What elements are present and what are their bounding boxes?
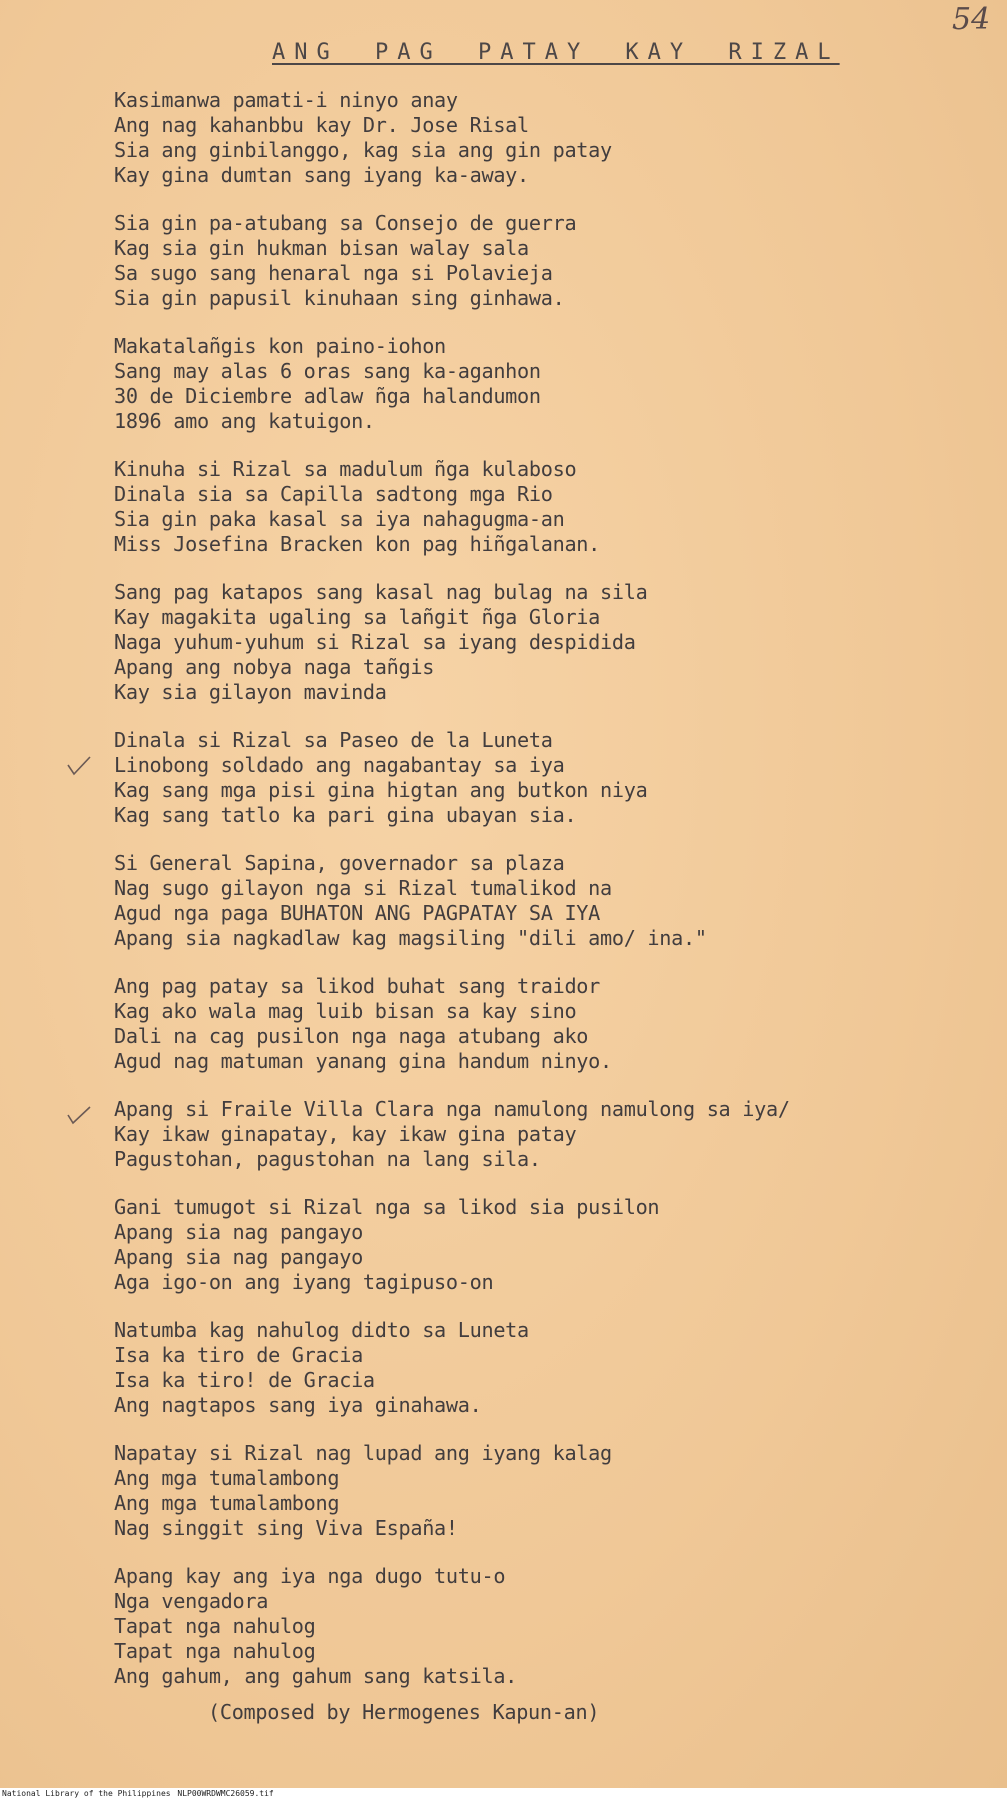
poem-line: 30 de Diciembre adlaw ñga halandumon [114,384,541,408]
poem-line: Apang sia nag pangayo [114,1245,363,1269]
stanza [114,580,974,705]
poem-line: Apang kay ang iya nga dugo tutu-o [114,1564,506,1588]
poem-line: Apang sia nag pangayo [114,1220,363,1244]
poem-line: Ang pag patay sa likod buhat sang traidor [114,974,601,998]
poem-line: Apang sia nagkadlaw kag magsiling "dili amo/ ina." [114,926,707,950]
poem-line: Isa ka tiro de Gracia [114,1343,363,1367]
poem-line: Sia gin paka kasal sa iya nahagugma-an [114,507,565,531]
poem-body [114,88,974,1712]
scan-footer [0,1788,1007,1800]
poem-line: Apang ang nobya naga tañgis [114,655,435,679]
poem-line: Kay magakita ugaling sa lañgit ñga Gloria [114,605,601,629]
poem-line: Miss Josefina Bracken kon pag hiñgalanan. [114,532,601,556]
poem-line: Naga yuhum-yuhum si Rizal sa iyang despidida [114,630,636,654]
poem-line: Sang may alas 6 oras sang ka-aganhon [114,359,541,383]
stanza [114,1195,974,1295]
stanza [114,211,974,311]
stanza [114,88,974,188]
poem-line: Sia gin pa-atubang sa Consejo de guerra [114,211,577,235]
poem-line: Kag ako wala mag luib bisan sa kay sino [114,999,577,1023]
poem-line: Kag sang mga pisi gina higtan ang butkon niya [114,778,648,802]
stanza [114,1564,974,1689]
library-label: National Library of the Philippines [2,1789,171,1798]
poem-line: Kinuha si Rizal sa madulum ñga kulaboso [114,457,577,481]
stanza [114,974,974,1074]
file-id: NLP00WRDWMC26059.tif [177,1789,274,1798]
poem-line: Linobong soldado ang nagabantay sa iya [114,753,565,777]
poem-line: Ang gahum, ang gahum sang katsila. [114,1664,518,1688]
poem-line: Dinala sia sa Capilla sadtong mga Rio [114,482,553,506]
poem-line: Aga igo-on ang iyang tagipuso-on [114,1270,494,1294]
stanza [114,457,974,557]
poem-line: Kay gina dumtan sang iyang ka-away. [114,163,529,187]
poem-line: Tapat nga nahulog [114,1639,316,1663]
poem-line: Kag sang tatlo ka pari gina ubayan sia. [114,803,577,827]
stanza [114,1097,974,1172]
stanza [114,851,974,951]
poem-line: Kay ikaw ginapatay, kay ikaw gina patay [114,1122,577,1146]
poem-line: Ang mga tumalambong [114,1491,340,1515]
poem-line: Ang nag kahanbbu kay Dr. Jose Risal [114,113,529,137]
poem-line: Nag sugo gilayon nga si Rizal tumalikod na [114,876,612,900]
poem-line: Natumba kag nahulog didto sa Luneta [114,1318,529,1342]
poem-line: Nga vengadora [114,1589,269,1613]
stanza [114,1318,974,1418]
stanza [114,334,974,434]
poem-line: Apang si Fraile Villa Clara nga namulong namulong sa iya/ [114,1097,790,1121]
poem-line: Gani tumugot si Rizal nga sa likod sia pusilon [114,1195,660,1219]
poem-line: Kasimanwa pamati-i ninyo anay [114,88,458,112]
poem-line: Nag singgit sing Viva España! [114,1516,458,1540]
poem-line: Sia gin papusil kinuhaan sing ginhawa. [114,286,565,310]
poem-line: Si General Sapina, governador sa plaza [114,851,565,875]
poem-line: Sa sugo sang henaral nga si Polavieja [114,261,553,285]
poem-line: Makatalañgis kon paino-iohon [114,334,446,358]
poem-line: Sang pag katapos sang kasal nag bulag na sila [114,580,648,604]
check-mark-icon [66,1103,92,1125]
check-mark-icon [66,755,92,777]
poem-line: 1896 amo ang katuigon. [114,409,375,433]
poem-line: Kag sia gin hukman bisan walay sala [114,236,529,260]
stanza [114,728,974,828]
stanza [114,1441,974,1541]
poem-line: Napatay si Rizal nag lupad ang iyang kalag [114,1441,612,1465]
page-number: 54 [952,2,991,37]
poem-line: Pagustohan, pagustohan na lang sila. [114,1147,541,1171]
poem-title: ANG PAG PATAY KAY RIZAL [272,40,840,65]
poem-line: Ang nagtapos sang iya ginahawa. [114,1393,482,1417]
poem-line: Tapat nga nahulog [114,1614,316,1638]
poem-line: Ang mga tumalambong [114,1466,340,1490]
poem-line: Isa ka tiro! de Gracia [114,1368,375,1392]
poem-line: Sia ang ginbilanggo, kag sia ang gin patay [114,138,612,162]
poem-line: Kay sia gilayon mavinda [114,680,387,704]
poem-line: Agud nag matuman yanang gina handum ninyo. [114,1049,612,1073]
attribution: (Composed by Hermogenes Kapun-an) [208,1700,600,1724]
poem-line: Dinala si Rizal sa Paseo de la Luneta [114,728,553,752]
poem-line: Dali na cag pusilon nga naga atubang ako [114,1024,589,1048]
poem-line: Agud nga paga BUHATON ANG PAGPATAY SA IYA [114,901,601,925]
